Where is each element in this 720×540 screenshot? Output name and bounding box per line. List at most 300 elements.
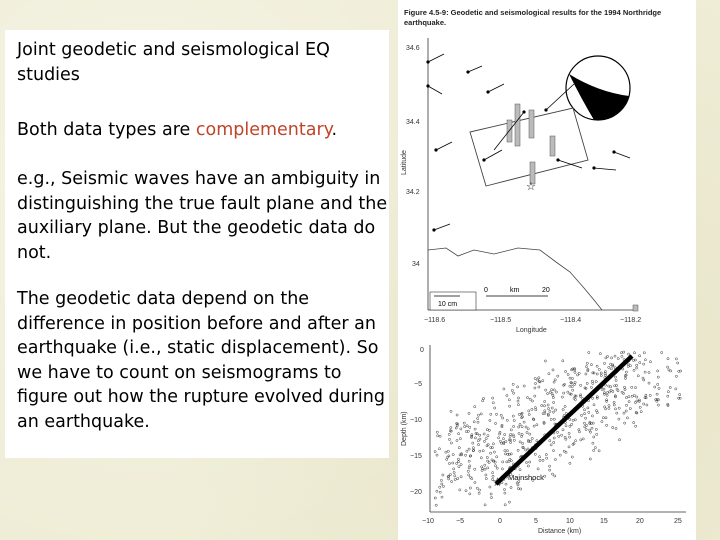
aftershock-point xyxy=(573,397,575,399)
aftershock-point xyxy=(492,397,494,399)
aftershock-point xyxy=(606,399,608,401)
aftershock-point xyxy=(629,408,631,410)
aftershock-point xyxy=(552,411,554,413)
aftershock-point xyxy=(564,405,566,407)
aftershock-point xyxy=(603,362,605,364)
aftershock-point xyxy=(550,418,552,420)
aftershock-point xyxy=(506,461,508,463)
aftershock-point xyxy=(554,379,556,381)
aftershock-point xyxy=(512,383,514,385)
aftershock-point xyxy=(557,375,559,377)
aftershock-point xyxy=(624,377,626,379)
aftershock-point xyxy=(460,428,462,430)
aftershock-point xyxy=(448,438,450,440)
aftershock-point xyxy=(562,360,564,362)
svg-text:0: 0 xyxy=(484,287,488,294)
aftershock-point xyxy=(436,454,438,456)
aftershock-point xyxy=(618,407,620,409)
aftershock-point xyxy=(517,400,519,402)
aftershock-point xyxy=(502,461,504,463)
aftershock-point xyxy=(639,355,641,357)
aftershock-point xyxy=(534,453,536,455)
aftershock-point xyxy=(613,401,615,403)
aftershock-point xyxy=(441,496,443,498)
aftershock-point xyxy=(553,437,555,439)
aftershock-point xyxy=(675,358,677,360)
aftershock-point xyxy=(476,487,478,489)
aftershock-point xyxy=(643,352,645,354)
aftershock-point xyxy=(505,483,507,485)
aftershock-point xyxy=(628,353,630,355)
aftershock-point xyxy=(565,451,567,453)
aftershock-point xyxy=(678,397,680,399)
aftershock-point xyxy=(656,393,658,395)
aftershock-point xyxy=(474,428,476,430)
aftershock-point xyxy=(549,465,551,467)
paragraph-ambiguity: e.g., Seismic waves have an ambiguity in distinguishing the true fault plane and the auxiliary plane. But the geodetic data do not. xyxy=(17,169,388,263)
aftershock-point xyxy=(500,414,502,416)
aftershock-point xyxy=(534,382,536,384)
aftershock-point xyxy=(486,429,488,431)
aftershock-point xyxy=(450,410,452,412)
aftershock-point xyxy=(510,486,512,488)
aftershock-point xyxy=(479,450,481,452)
aftershock-point xyxy=(521,426,523,428)
aftershock-point xyxy=(477,414,479,416)
aftershock-point xyxy=(450,427,452,429)
aftershock-point xyxy=(600,372,602,374)
aftershock-point xyxy=(648,382,650,384)
aftershock-point xyxy=(448,478,450,480)
aftershock-point xyxy=(675,388,677,390)
aftershock-point xyxy=(545,389,547,391)
aftershock-point xyxy=(472,447,474,449)
aftershock-point xyxy=(469,487,471,489)
aftershock-point xyxy=(473,421,475,423)
aftershock-point xyxy=(629,365,631,367)
aftershock-point xyxy=(545,454,547,456)
figure-caption: Figure 4.5-9: Geodetic and seismological results for the 1994 Northridge earthquake. xyxy=(404,8,662,27)
aftershock-point xyxy=(482,400,484,402)
aftershock-point xyxy=(468,412,470,414)
dist-tick: −5 xyxy=(456,518,464,525)
aftershock-point xyxy=(636,396,638,398)
aftershock-point xyxy=(553,441,555,443)
aftershock-point xyxy=(559,454,561,456)
aftershock-point xyxy=(565,438,567,440)
aftershock-point xyxy=(508,460,510,462)
aftershock-point xyxy=(456,414,458,416)
aftershock-point xyxy=(504,450,506,452)
aftershock-point xyxy=(590,364,592,366)
aftershock-point xyxy=(642,377,644,379)
aftershock-point xyxy=(552,397,554,399)
aftershock-point xyxy=(481,466,483,468)
aftershock-point xyxy=(439,435,441,437)
aftershock-point xyxy=(649,361,651,363)
dist-tick: −10 xyxy=(422,518,434,525)
aftershock-point xyxy=(548,373,550,375)
aftershock-point xyxy=(542,380,544,382)
aftershock-point xyxy=(474,406,476,408)
aftershock-point xyxy=(468,467,470,469)
depth-tick: −20 xyxy=(410,489,422,496)
aftershock-point xyxy=(528,410,530,412)
aftershock-point xyxy=(454,475,456,477)
aftershock-point xyxy=(596,433,598,435)
aftershock-point xyxy=(509,405,511,407)
aftershock-point xyxy=(466,425,468,427)
aftershock-point xyxy=(534,387,536,389)
aftershock-point xyxy=(569,462,571,464)
aftershock-point xyxy=(467,470,469,472)
aftershock-point xyxy=(468,460,470,462)
aftershock-point xyxy=(572,419,574,421)
aftershock-point xyxy=(450,442,452,444)
aftershock-point xyxy=(547,408,549,410)
aftershock-point xyxy=(451,481,453,483)
aftershock-point xyxy=(649,394,651,396)
aftershock-point xyxy=(477,440,479,442)
aftershock-point xyxy=(544,400,546,402)
mainshock-label: Mainshock xyxy=(508,473,544,482)
aftershock-point xyxy=(435,504,437,506)
aftershock-point xyxy=(608,366,610,368)
aftershock-point xyxy=(448,462,450,464)
aftershock-point xyxy=(585,417,587,419)
aftershock-point xyxy=(639,362,641,364)
aftershock-point xyxy=(620,352,622,354)
p1-period: . xyxy=(331,120,338,140)
aftershock-point xyxy=(468,474,470,476)
aftershock-point xyxy=(525,461,527,463)
aftershock-point xyxy=(523,421,525,423)
aftershock-point xyxy=(667,366,669,368)
aftershock-point xyxy=(538,377,540,379)
aftershock-point xyxy=(586,382,588,384)
aftershock-point xyxy=(594,447,596,449)
aftershock-point xyxy=(513,439,515,441)
aftershock-point xyxy=(584,413,586,415)
aftershock-point xyxy=(618,439,620,441)
aftershock-point xyxy=(679,394,681,396)
aftershock-point xyxy=(465,490,467,492)
aftershock-point xyxy=(574,399,576,401)
aftershock-point xyxy=(490,413,492,415)
lat-tick: 34.6 xyxy=(406,45,420,52)
aftershock-point xyxy=(626,417,628,419)
depth-tick: −10 xyxy=(410,417,422,424)
depth-tick: −15 xyxy=(410,453,422,460)
aftershock-point xyxy=(517,386,519,388)
aftershock-point xyxy=(448,433,450,435)
aftershock-point xyxy=(487,435,489,437)
aftershock-point xyxy=(484,464,486,466)
dist-tick: 25 xyxy=(674,518,682,525)
aftershock-point xyxy=(466,450,468,452)
aftershock-point xyxy=(513,392,515,394)
aftershock-point xyxy=(452,454,454,456)
aftershock-point xyxy=(587,407,589,409)
aftershock-point xyxy=(608,391,610,393)
aftershock-point xyxy=(485,438,487,440)
aftershock-point xyxy=(575,440,577,442)
aftershock-point xyxy=(549,440,551,442)
aftershock-point xyxy=(538,386,540,388)
aftershock-point xyxy=(454,478,456,480)
aftershock-point xyxy=(460,476,462,478)
aftershock-point xyxy=(520,488,522,490)
aftershock-point xyxy=(657,376,659,378)
aftershock-point xyxy=(646,404,648,406)
aftershock-point xyxy=(490,452,492,454)
aftershock-point xyxy=(469,476,471,478)
aftershock-point xyxy=(625,371,627,373)
dist-tick: 0 xyxy=(498,518,502,525)
aftershock-point xyxy=(623,386,625,388)
aftershock-point xyxy=(457,458,459,460)
aftershock-point xyxy=(517,449,519,451)
aftershock-point xyxy=(455,427,457,429)
aftershock-point xyxy=(551,389,553,391)
aftershock-point xyxy=(494,407,496,409)
aftershock-point xyxy=(562,429,564,431)
aftershock-point xyxy=(571,456,573,458)
aftershock-point xyxy=(638,399,640,401)
aftershock-point xyxy=(529,398,531,400)
aftershock-point xyxy=(456,462,458,464)
aftershock-point xyxy=(512,415,514,417)
aftershock-point xyxy=(552,369,554,371)
aftershock-point xyxy=(553,381,555,383)
aftershock-point xyxy=(565,425,567,427)
aftershock-point xyxy=(568,446,570,448)
p1-text: Both data types are xyxy=(17,120,196,140)
aftershock-point xyxy=(596,397,598,399)
aftershock-point xyxy=(643,403,645,405)
aftershock-point xyxy=(498,437,500,439)
aftershock-point xyxy=(569,436,571,438)
aftershock-point xyxy=(585,428,587,430)
aftershock-point xyxy=(492,472,494,474)
aftershock-point xyxy=(499,440,501,442)
aftershock-point xyxy=(591,427,593,429)
aftershock-point xyxy=(447,450,449,452)
aftershock-point xyxy=(523,385,525,387)
map-plot xyxy=(401,38,641,334)
svg-text:km: km xyxy=(510,287,520,294)
aftershock-point xyxy=(513,425,515,427)
aftershock-point xyxy=(598,450,600,452)
aftershock-point xyxy=(503,388,505,390)
aftershock-point xyxy=(588,352,590,354)
cross-section-plot xyxy=(401,345,686,535)
aftershock-point xyxy=(459,438,461,440)
aftershock-point xyxy=(439,491,441,493)
lat-axis-label: Latitude xyxy=(401,150,408,175)
aftershock-point xyxy=(479,489,481,491)
aftershock-point xyxy=(434,451,436,453)
aftershock-point xyxy=(463,422,465,424)
aftershock-point xyxy=(485,478,487,480)
aftershock-point xyxy=(606,424,608,426)
aftershock-point xyxy=(519,441,521,443)
aftershock-point xyxy=(574,381,576,383)
aftershock-point xyxy=(558,435,560,437)
aftershock-point xyxy=(593,404,595,406)
lon-tick: −118.5 xyxy=(490,317,512,324)
aftershock-point xyxy=(490,497,492,499)
aftershock-point xyxy=(625,404,627,406)
aftershock-point xyxy=(571,423,573,425)
aftershock-point xyxy=(509,435,511,437)
aftershock-point xyxy=(637,375,639,377)
aftershock-point xyxy=(551,407,553,409)
aftershock-point xyxy=(492,402,494,404)
aftershock-point xyxy=(547,404,549,406)
dist-tick: 15 xyxy=(600,518,608,525)
aftershock-point xyxy=(436,490,438,492)
svg-text:20: 20 xyxy=(542,287,550,294)
aftershock-point xyxy=(446,458,448,460)
aftershock-point xyxy=(553,401,555,403)
aftershock-point xyxy=(519,423,521,425)
aftershock-point xyxy=(580,439,582,441)
aftershock-point xyxy=(513,419,515,421)
aftershock-point xyxy=(675,375,677,377)
aftershock-point xyxy=(526,397,528,399)
aftershock-point xyxy=(469,493,471,495)
aftershock-point xyxy=(618,418,620,420)
aftershock-point xyxy=(501,426,503,428)
aftershock-point xyxy=(567,391,569,393)
aftershock-point xyxy=(593,436,595,438)
aftershock-point xyxy=(453,471,455,473)
aftershock-point xyxy=(489,419,491,421)
paragraph-geodetic: The geodetic data depend on the difference in position before and after an earthquake (i.e., static displacement). So we have to count on seismograms to figure out how the rupture evolved during an earthquake. xyxy=(17,289,385,432)
aftershock-point xyxy=(578,429,580,431)
aftershock-point xyxy=(590,386,592,388)
aftershock-point xyxy=(569,377,571,379)
aftershock-point xyxy=(589,429,591,431)
aftershock-point xyxy=(494,422,496,424)
aftershock-point xyxy=(568,432,570,434)
aftershock-point xyxy=(633,369,635,371)
aftershock-point xyxy=(529,433,531,435)
aftershock-point xyxy=(474,481,476,483)
aftershock-point xyxy=(472,442,474,444)
aftershock-point xyxy=(610,363,612,365)
aftershock-point xyxy=(541,404,543,406)
aftershock-point xyxy=(506,394,508,396)
aftershock-point xyxy=(529,461,531,463)
depth-tick: −5 xyxy=(414,381,422,388)
aftershock-point xyxy=(457,477,459,479)
aftershock-point xyxy=(495,413,497,415)
aftershock-point xyxy=(613,404,615,406)
aftershock-point xyxy=(645,394,647,396)
aftershock-point xyxy=(445,451,447,453)
aftershock-point xyxy=(536,440,538,442)
aftershock-point xyxy=(657,370,659,372)
aftershock-point xyxy=(582,438,584,440)
aftershock-point xyxy=(633,352,635,354)
aftershock-point xyxy=(657,383,659,385)
aftershock-point xyxy=(596,365,598,367)
lat-tick: 34.2 xyxy=(406,189,420,196)
aftershock-point xyxy=(551,473,553,475)
aftershock-point xyxy=(503,488,505,490)
aftershock-point xyxy=(589,458,591,460)
aftershock-point xyxy=(657,404,659,406)
scale-bar-km xyxy=(484,287,550,296)
aftershock-point xyxy=(585,373,587,375)
aftershock-point xyxy=(502,438,504,440)
aftershock-point xyxy=(611,357,613,359)
aftershock-point xyxy=(595,428,597,430)
lon-tick: −118.6 xyxy=(424,317,446,324)
aftershock-point xyxy=(592,382,594,384)
lat-tick: 34.4 xyxy=(406,119,420,126)
aftershock-point xyxy=(654,386,656,388)
aftershock-point xyxy=(661,352,663,354)
aftershock-point xyxy=(599,353,601,355)
aftershock-point xyxy=(561,434,563,436)
aftershock-point xyxy=(458,447,460,449)
aftershock-point xyxy=(496,456,498,458)
aftershock-point xyxy=(546,457,548,459)
aftershock-point xyxy=(511,389,513,391)
aftershock-point xyxy=(605,408,607,410)
aftershock-point xyxy=(460,464,462,466)
aftershock-point xyxy=(477,421,479,423)
aftershock-point xyxy=(608,405,610,407)
aftershock-point xyxy=(442,474,444,476)
aftershock-point xyxy=(549,469,551,471)
aftershock-point xyxy=(624,389,626,391)
aftershock-point xyxy=(567,373,569,375)
aftershock-point xyxy=(616,412,618,414)
aftershock-point xyxy=(628,396,630,398)
aftershock-point xyxy=(555,409,557,411)
aftershock-point xyxy=(640,411,642,413)
aftershock-point xyxy=(469,426,471,428)
aftershock-point xyxy=(480,457,482,459)
fault-plane-line xyxy=(496,356,632,484)
aftershock-point xyxy=(571,386,573,388)
depth-tick: 0 xyxy=(420,347,424,354)
aftershock-point xyxy=(525,426,527,428)
aftershock-point xyxy=(489,486,491,488)
aftershock-point xyxy=(502,417,504,419)
aftershock-point xyxy=(554,458,556,460)
aftershock-point xyxy=(670,370,672,372)
aftershock-point xyxy=(491,459,493,461)
aftershock-point xyxy=(458,466,460,468)
aftershock-point xyxy=(495,465,497,467)
aftershock-point xyxy=(508,501,510,503)
aftershock-point xyxy=(610,368,612,370)
aftershock-point xyxy=(503,441,505,443)
aftershock-point xyxy=(508,399,510,401)
aftershock-point xyxy=(527,465,529,467)
aftershock-point xyxy=(486,456,488,458)
aftershock-point xyxy=(458,461,460,463)
aftershock-point xyxy=(504,434,506,436)
aftershock-point xyxy=(591,380,593,382)
aftershock-point xyxy=(584,426,586,428)
aftershock-point xyxy=(586,362,588,364)
